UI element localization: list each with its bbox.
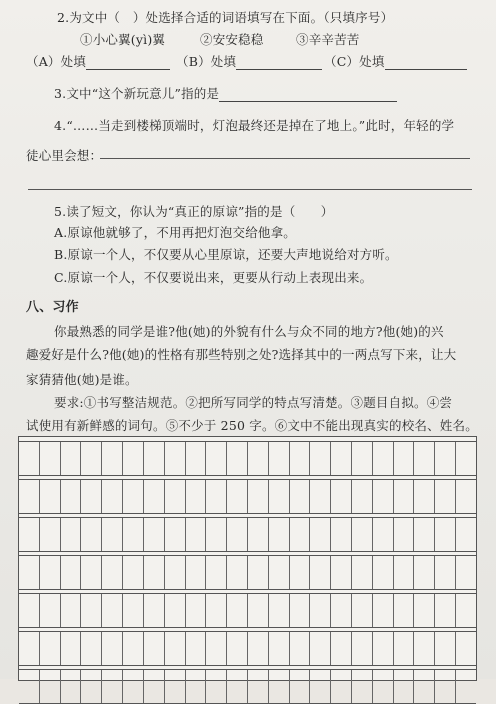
grid-cell[interactable] xyxy=(434,632,455,665)
q4-cont: 徒心里会想： xyxy=(26,148,103,163)
grid-cell[interactable] xyxy=(122,480,143,513)
grid-cell[interactable] xyxy=(19,442,39,475)
grid-cell[interactable] xyxy=(60,670,81,703)
grid-row xyxy=(19,631,476,666)
grid-cell[interactable] xyxy=(372,556,393,589)
grid-cell[interactable] xyxy=(39,670,60,703)
grid-cell[interactable] xyxy=(226,670,247,703)
grid-cell[interactable] xyxy=(122,442,143,475)
grid-cell[interactable] xyxy=(185,556,206,589)
grid-cell[interactable] xyxy=(434,480,455,513)
grid-cell[interactable] xyxy=(164,632,185,665)
q4-stem: 4.“……当走到楼梯顶端时，灯泡最终还是掉在了地上。”此时，年轻的学 xyxy=(54,118,455,133)
grid-cell[interactable] xyxy=(19,556,39,589)
grid-cell[interactable] xyxy=(185,518,206,551)
grid-cell[interactable] xyxy=(143,556,164,589)
grid-cell[interactable] xyxy=(60,632,81,665)
grid-cell[interactable] xyxy=(185,442,206,475)
grid-cell[interactable] xyxy=(330,594,351,627)
grid-cell[interactable] xyxy=(164,442,185,475)
grid-cell[interactable] xyxy=(393,670,414,703)
grid-cell[interactable] xyxy=(226,556,247,589)
grid-row xyxy=(19,669,476,704)
grid-cell[interactable] xyxy=(330,556,351,589)
grid-cell[interactable] xyxy=(247,480,268,513)
q2-fill-b-blank[interactable] xyxy=(236,57,322,70)
q3-stem: 3.文中“这个新玩意儿”指的是 xyxy=(54,86,220,101)
grid-cell[interactable] xyxy=(19,632,39,665)
grid-cell[interactable] xyxy=(122,670,143,703)
grid-cell[interactable] xyxy=(434,556,455,589)
prompt-line-3: 家猜猜他(她)是谁。 xyxy=(26,372,138,387)
q2-fill-a-row xyxy=(26,52,170,70)
grid-cell[interactable] xyxy=(351,670,372,703)
grid-cell[interactable] xyxy=(185,670,206,703)
grid-cell[interactable] xyxy=(289,594,310,627)
grid-cell[interactable] xyxy=(226,518,247,551)
grid-cell[interactable] xyxy=(101,480,122,513)
grid-cell[interactable] xyxy=(205,518,226,551)
grid-cell[interactable] xyxy=(455,480,476,513)
grid-cell[interactable] xyxy=(330,518,351,551)
grid-cell[interactable] xyxy=(351,518,372,551)
q2-stem: 2.为文中（ ）处选择合适的词语填写在下面。（只填序号） xyxy=(57,10,394,25)
grid-cell[interactable] xyxy=(247,670,268,703)
grid-cell[interactable] xyxy=(39,594,60,627)
grid-cell[interactable] xyxy=(434,442,455,475)
grid-cell[interactable] xyxy=(268,632,289,665)
grid-cell[interactable] xyxy=(455,632,476,665)
grid-cell[interactable] xyxy=(205,442,226,475)
grid-row xyxy=(19,441,476,476)
grid-cell[interactable] xyxy=(205,594,226,627)
grid-cell[interactable] xyxy=(434,594,455,627)
grid-cell[interactable] xyxy=(372,670,393,703)
grid-cell[interactable] xyxy=(268,556,289,589)
grid-cell[interactable] xyxy=(413,518,434,551)
grid-cell[interactable] xyxy=(289,442,310,475)
grid-cell[interactable] xyxy=(19,594,39,627)
grid-cell[interactable] xyxy=(330,670,351,703)
requirements-line-2: 试使用有新鲜感的词句。⑤不少于 250 字。⑥文中不能出现真实的校名、姓名。 xyxy=(26,418,478,433)
q2-fill-b-row xyxy=(176,52,322,70)
grid-cell[interactable] xyxy=(101,442,122,475)
grid-cell[interactable] xyxy=(247,442,268,475)
grid-cell[interactable] xyxy=(309,594,330,627)
q4-answer-line-2[interactable] xyxy=(28,189,472,190)
q2-fill-c-blank[interactable] xyxy=(385,57,467,70)
grid-cell[interactable] xyxy=(19,670,39,703)
grid-cell[interactable] xyxy=(80,594,101,627)
prompt-line-1: 你最熟悉的同学是谁?他(她)的外貌有什么与众不同的地方?他(她)的兴 xyxy=(54,324,444,339)
grid-cell[interactable] xyxy=(372,480,393,513)
grid-cell[interactable] xyxy=(393,480,414,513)
grid-cell[interactable] xyxy=(205,480,226,513)
grid-cell[interactable] xyxy=(226,632,247,665)
grid-cell[interactable] xyxy=(372,442,393,475)
grid-cell[interactable] xyxy=(268,594,289,627)
grid-cell[interactable] xyxy=(247,632,268,665)
grid-cell[interactable] xyxy=(101,632,122,665)
grid-cell[interactable] xyxy=(330,632,351,665)
grid-cell[interactable] xyxy=(289,480,310,513)
grid-row xyxy=(19,517,476,552)
grid-cell[interactable] xyxy=(351,632,372,665)
grid-cell[interactable] xyxy=(205,632,226,665)
grid-cell[interactable] xyxy=(205,670,226,703)
grid-cell[interactable] xyxy=(413,556,434,589)
grid-cell[interactable] xyxy=(455,594,476,627)
grid-cell[interactable] xyxy=(39,632,60,665)
grid-cell[interactable] xyxy=(205,556,226,589)
grid-cell[interactable] xyxy=(122,632,143,665)
grid-cell[interactable] xyxy=(434,518,455,551)
grid-cell[interactable] xyxy=(413,670,434,703)
grid-cell[interactable] xyxy=(80,518,101,551)
grid-cell[interactable] xyxy=(19,480,39,513)
grid-cell[interactable] xyxy=(413,594,434,627)
grid-cell[interactable] xyxy=(60,480,81,513)
grid-cell[interactable] xyxy=(289,670,310,703)
grid-cell[interactable] xyxy=(80,442,101,475)
grid-cell[interactable] xyxy=(309,518,330,551)
grid-cell[interactable] xyxy=(268,670,289,703)
q5-stem: 5.读了短文，你认为“真正的原谅”指的是（ ） xyxy=(54,204,334,219)
grid-cell[interactable] xyxy=(289,556,310,589)
prompt-line-2: 趣爱好是什么?他(她)的性格有那些特别之处?选择其中的一两点写下来，让大 xyxy=(26,347,457,362)
q2-fill-a-label: （A）处填 xyxy=(26,54,87,69)
grid-cell[interactable] xyxy=(268,480,289,513)
grid-cell[interactable] xyxy=(60,556,81,589)
grid-cell[interactable] xyxy=(101,518,122,551)
grid-cell[interactable] xyxy=(80,480,101,513)
grid-cell[interactable] xyxy=(60,518,81,551)
grid-cell[interactable] xyxy=(60,594,81,627)
grid-cell[interactable] xyxy=(351,594,372,627)
requirements-line-1: 要求:①书写整洁规范。②把所写同学的特点写清楚。③题目自拟。④尝 xyxy=(54,395,453,410)
grid-cell[interactable] xyxy=(393,518,414,551)
grid-cell[interactable] xyxy=(268,518,289,551)
grid-cell[interactable] xyxy=(185,632,206,665)
grid-cell[interactable] xyxy=(372,632,393,665)
grid-cell[interactable] xyxy=(39,480,60,513)
grid-cell[interactable] xyxy=(80,556,101,589)
grid-cell[interactable] xyxy=(164,670,185,703)
grid-cell[interactable] xyxy=(226,480,247,513)
grid-cell[interactable] xyxy=(185,480,206,513)
grid-cell[interactable] xyxy=(80,670,101,703)
grid-cell[interactable] xyxy=(330,480,351,513)
grid-cell[interactable] xyxy=(309,670,330,703)
grid-cell[interactable] xyxy=(455,670,476,703)
q2-fill-b-label: （B）处填 xyxy=(176,54,237,69)
grid-cell[interactable] xyxy=(372,518,393,551)
grid-cell[interactable] xyxy=(351,556,372,589)
grid-row xyxy=(19,593,476,628)
grid-cell[interactable] xyxy=(289,632,310,665)
grid-cell[interactable] xyxy=(60,442,81,475)
grid-cell[interactable] xyxy=(434,670,455,703)
grid-row xyxy=(19,479,476,514)
grid-cell[interactable] xyxy=(143,480,164,513)
q5-option-a: A.原谅他就够了，不用再把灯泡交给他拿。 xyxy=(54,225,297,240)
grid-cell[interactable] xyxy=(393,442,414,475)
q5-option-b: B.原谅一个人，不仅要从心里原谅，还要大声地说给对方听。 xyxy=(54,247,398,262)
grid-cell[interactable] xyxy=(289,518,310,551)
q2-fill-a-blank[interactable] xyxy=(86,57,170,70)
grid-cell[interactable] xyxy=(122,594,143,627)
grid-cell[interactable] xyxy=(309,632,330,665)
q2-option-3: ③辛辛苦苦 xyxy=(296,32,360,47)
grid-cell[interactable] xyxy=(455,442,476,475)
grid-cell[interactable] xyxy=(143,518,164,551)
grid-cell[interactable] xyxy=(309,480,330,513)
grid-cell[interactable] xyxy=(39,556,60,589)
grid-cell[interactable] xyxy=(247,556,268,589)
grid-cell[interactable] xyxy=(455,518,476,551)
q3-answer-blank[interactable] xyxy=(219,89,397,102)
q5-option-c: C.原谅一个人，不仅要说出来，更要从行动上表现出来。 xyxy=(54,270,373,285)
grid-cell[interactable] xyxy=(39,518,60,551)
writing-grid[interactable] xyxy=(18,436,477,681)
q4-answer-line-1[interactable] xyxy=(100,158,470,159)
q2-option-1: ①小心翼(yì)翼 xyxy=(80,32,166,47)
grid-cell[interactable] xyxy=(143,632,164,665)
grid-cell[interactable] xyxy=(39,442,60,475)
grid-cell[interactable] xyxy=(143,594,164,627)
grid-row xyxy=(19,555,476,590)
grid-cell[interactable] xyxy=(372,594,393,627)
grid-cell[interactable] xyxy=(247,518,268,551)
grid-cell[interactable] xyxy=(164,556,185,589)
grid-cell[interactable] xyxy=(393,632,414,665)
grid-cell[interactable] xyxy=(164,594,185,627)
section8-title: 八、习作 xyxy=(26,300,79,315)
grid-cell[interactable] xyxy=(351,480,372,513)
grid-cell[interactable] xyxy=(351,442,372,475)
grid-cell[interactable] xyxy=(330,442,351,475)
q3-row xyxy=(54,84,397,102)
grid-cell[interactable] xyxy=(19,518,39,551)
grid-cell[interactable] xyxy=(268,442,289,475)
grid-cell[interactable] xyxy=(247,594,268,627)
grid-cell[interactable] xyxy=(143,670,164,703)
grid-cell[interactable] xyxy=(455,556,476,589)
q2-fill-c-label: （C）处填 xyxy=(324,54,385,69)
grid-cell[interactable] xyxy=(309,442,330,475)
grid-cell[interactable] xyxy=(413,442,434,475)
grid-cell[interactable] xyxy=(226,594,247,627)
grid-cell[interactable] xyxy=(185,594,206,627)
grid-cell[interactable] xyxy=(309,556,330,589)
grid-cell[interactable] xyxy=(101,670,122,703)
grid-cell[interactable] xyxy=(393,594,414,627)
q2-fill-c-row xyxy=(324,52,467,70)
grid-cell[interactable] xyxy=(413,480,434,513)
grid-cell[interactable] xyxy=(80,632,101,665)
grid-cell[interactable] xyxy=(164,480,185,513)
grid-cell[interactable] xyxy=(122,518,143,551)
grid-cell[interactable] xyxy=(164,518,185,551)
q2-option-2: ②安安稳稳 xyxy=(200,32,264,47)
grid-cell[interactable] xyxy=(101,594,122,627)
grid-cell[interactable] xyxy=(143,442,164,475)
grid-cell[interactable] xyxy=(226,442,247,475)
grid-cell[interactable] xyxy=(393,556,414,589)
grid-cell[interactable] xyxy=(413,632,434,665)
grid-cell[interactable] xyxy=(122,556,143,589)
grid-cell[interactable] xyxy=(101,556,122,589)
